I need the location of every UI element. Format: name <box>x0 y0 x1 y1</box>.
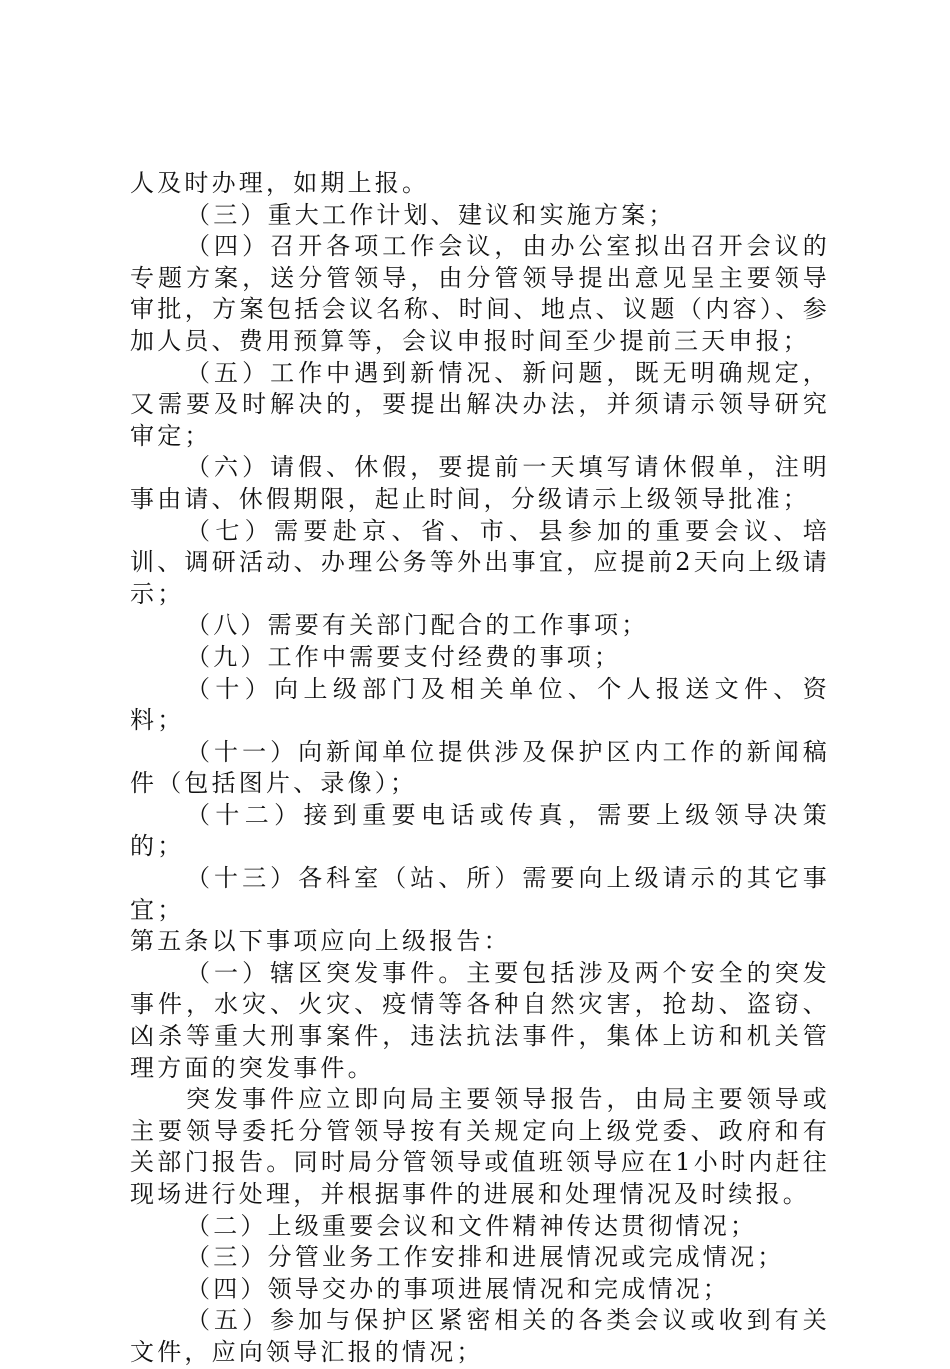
paragraph: （五）参加与保护区紧密相关的各类会议或收到有关文件，应向领导汇报的情况； <box>130 1306 830 1366</box>
paragraph: （四）召开各项工作会议，由办公室拟出召开会议的专题方案，送分管领导，由分管领导提出意见呈主要领导审批，方案包括会议名称、时间、地点、议题（内容）、参加人员、费用预算等，会议申报时间至少提前三天申报； <box>130 232 830 355</box>
paragraph: 突发事件应立即向局主要领导报告，由局主要领导或主要领导委托分管领导按有关规定向上级党委、政府和有关部门报告。同时局分管领导或值班领导应在1小时内赶往现场进行处理，并根据事件的进展和处理情况及时续报。 <box>130 1085 830 1208</box>
paragraph: （一）辖区突发事件。主要包括涉及两个安全的突发事件，水灾、火灾、疫情等各种自然灾害，抢劫、盗窃、凶杀等重大刑事案件，违法抗法事件，集体上访和机关管理方面的突发事件。 <box>130 958 830 1082</box>
section-heading: 第五条以下事项应向上级报告： <box>130 927 511 956</box>
paragraph: （九）工作中需要支付经费的事项； <box>186 642 622 671</box>
paragraph: （五）工作中遇到新情况、新问题，既无明确规定，又需要及时解决的，要提出解决办法，并须请示领导研究审定； <box>130 358 830 450</box>
paragraph: （十一）向新闻单位提供涉及保护区内工作的新闻稿件（包括图片、录像）； <box>130 737 830 798</box>
paragraph: （三）重大工作计划、建议和实施方案； <box>186 200 676 229</box>
paragraph: 人及时办理，如期上报。 <box>130 169 430 197</box>
paragraph: （七）需要赴京、省、市、县参加的重要会议、培训、调研活动、办理公务等外出事宜，应提前2天向上级请示； <box>130 516 830 608</box>
body-text <box>130 168 830 1369</box>
paragraph: （二）上级重要会议和文件精神传达贯彻情况； <box>186 1211 758 1240</box>
paragraph: （六）请假、休假，要提前一天填写请休假单，注明事由请、休假期限，起止时间，分级请示上级领导批准； <box>130 453 830 513</box>
paragraph: （十三）各科室（站、所）需要向上级请示的其它事宜； <box>130 864 830 924</box>
paragraph: （三）分管业务工作安排和进展情况或完成情况； <box>186 1243 785 1272</box>
paragraph: （十）向上级部门及相关单位、个人报送文件、资料； <box>130 674 830 735</box>
paragraph: （十二）接到重要电话或传真，需要上级领导决策的； <box>130 800 830 861</box>
paragraph: （四）领导交办的事项进展情况和完成情况； <box>186 1274 730 1303</box>
paragraph: （八）需要有关部门配合的工作事项； <box>186 611 649 640</box>
